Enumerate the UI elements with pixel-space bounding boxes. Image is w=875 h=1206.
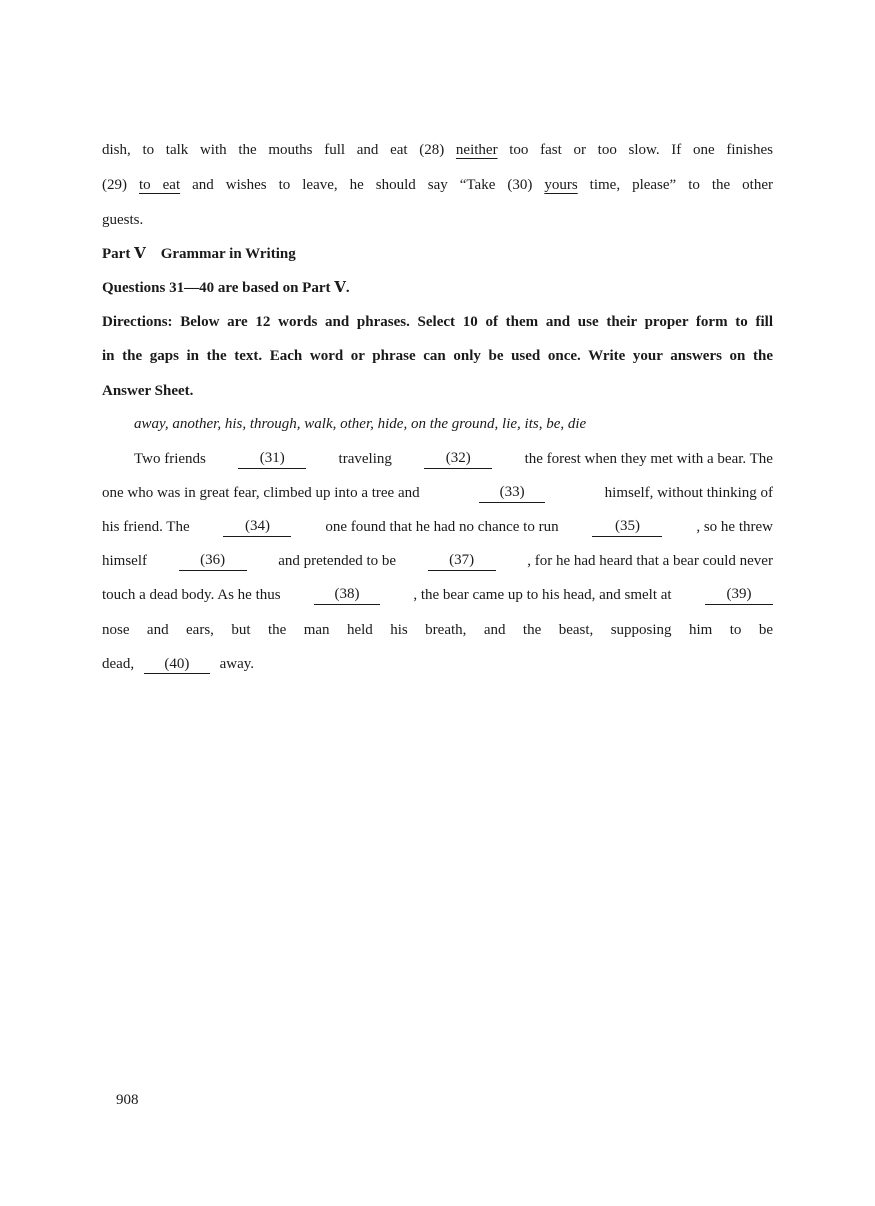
blank-32[interactable]: (32) — [424, 449, 492, 469]
blank-34[interactable]: (34) — [223, 517, 291, 537]
answer-30: yours — [544, 177, 578, 193]
answer-29: to eat — [138, 177, 181, 193]
word-bank: away, another, his, through, walk, other, hide, on the ground, lie, its, be, die — [134, 416, 587, 432]
prev-passage-line-2 — [102, 175, 773, 195]
blank-39[interactable]: (39) — [705, 585, 773, 605]
text: one found that he had no chance to run — [325, 519, 559, 535]
blank-31[interactable]: (31) — [238, 449, 306, 469]
passage-line-3 — [102, 517, 773, 537]
text: , so he threw — [696, 519, 773, 535]
passage-line-2 — [102, 483, 773, 503]
text: and pretended to be — [278, 553, 397, 569]
text: himself — [102, 553, 147, 569]
text: his friend. The — [102, 519, 190, 535]
text: touch a dead body. As he thus — [102, 587, 281, 603]
directions-line-1: Directions: Below are 12 words and phrases. Select 10 of them and use their proper form to fill — [102, 314, 773, 330]
blank-38[interactable]: (38) — [314, 585, 380, 605]
text: (29) — [102, 177, 139, 193]
text: himself, without thinking of — [604, 485, 773, 501]
passage-line-1 — [134, 449, 773, 469]
text: away. — [219, 656, 255, 672]
text: , for he had heard that a bear could never — [527, 553, 773, 569]
prev-passage-line-1 — [102, 140, 773, 160]
part-heading: Part Ⅴ Grammar in Writing — [102, 246, 296, 262]
passage-line-4 — [102, 551, 773, 571]
answer-28: neither — [455, 142, 498, 158]
blank-35[interactable]: (35) — [592, 517, 662, 537]
text: and wishes to leave, he should say “Take (30) — [180, 177, 545, 193]
text: time, please” to the other — [577, 177, 774, 193]
prev-passage-line-3: guests. — [102, 212, 144, 228]
blank-40[interactable]: (40) — [144, 655, 210, 674]
text: too fast or too slow. If one finishes — [497, 142, 773, 158]
questions-note: Questions 31—40 are based on Part Ⅴ. — [102, 280, 350, 296]
text: the forest when they met with a bear. The — [524, 451, 773, 467]
page-number: 908 — [116, 1092, 139, 1108]
blank-33[interactable]: (33) — [479, 483, 545, 503]
text: , the bear came up to his head, and smelt at — [413, 587, 672, 603]
directions-line-2: in the gaps in the text. Each word or phrase can only be used once. Write your answers on the — [102, 348, 773, 364]
text: one who was in great fear, climbed up into a tree and — [102, 485, 420, 501]
text: dish, to talk with the mouths full and eat (28) — [102, 142, 456, 158]
passage-line-7 — [102, 654, 773, 674]
passage-line-6: nose and ears, but the man held his breath, and the beast, supposing him to be — [102, 622, 773, 638]
directions-line-3: Answer Sheet. — [102, 383, 194, 399]
blank-36[interactable]: (36) — [179, 551, 247, 571]
text: traveling — [338, 451, 392, 467]
blank-37[interactable]: (37) — [428, 551, 496, 571]
text: Two friends — [134, 451, 206, 467]
passage-line-5 — [102, 585, 773, 605]
text: dead, — [102, 656, 135, 672]
